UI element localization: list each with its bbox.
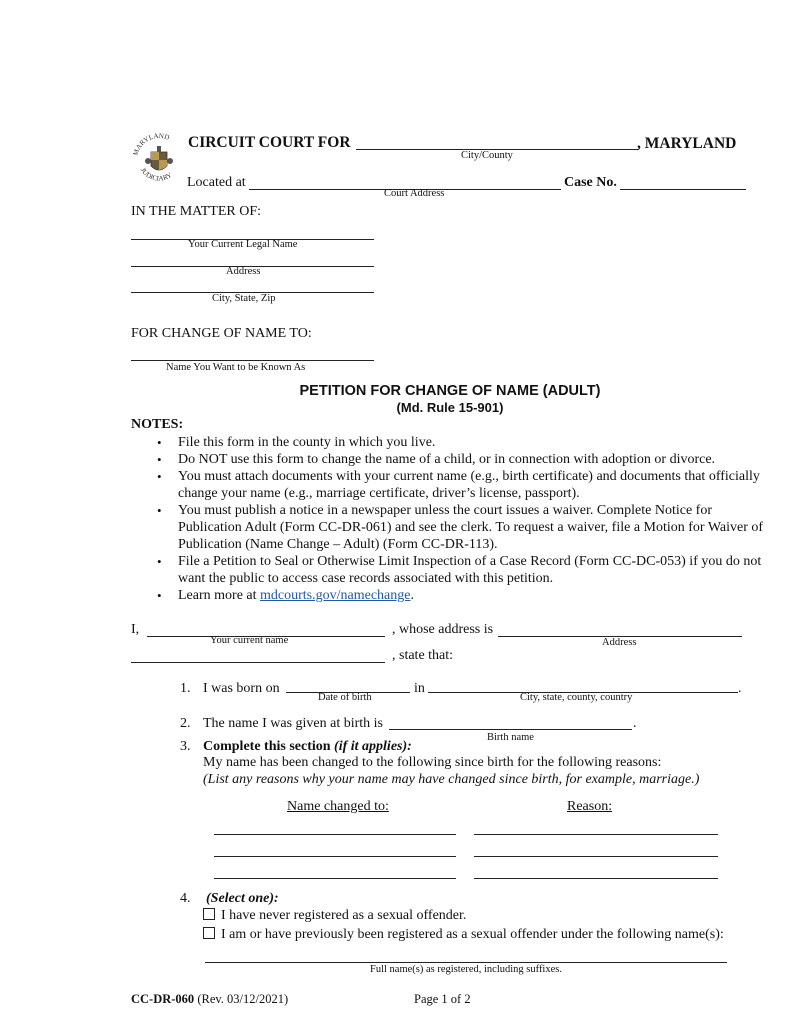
reason-field-3[interactable]	[474, 878, 718, 879]
registered-names-caption: Full name(s) as registered, including suffixes.	[370, 964, 562, 975]
state-that-label: , state that:	[392, 648, 454, 663]
i-label: I,	[131, 622, 140, 637]
maryland-judiciary-seal	[131, 130, 187, 192]
item4-number: 4.	[180, 891, 191, 906]
court-address-caption: Court Address	[384, 188, 445, 199]
name-changed-header: Name changed to:	[287, 799, 389, 814]
reason-field-2[interactable]	[474, 856, 718, 857]
note-item-learn-more	[130, 587, 770, 604]
name-changed-field-3[interactable]	[214, 878, 456, 879]
matter-heading: IN THE MATTER OF:	[131, 204, 262, 219]
city-state-zip-caption: City, State, Zip	[212, 293, 276, 304]
checkbox-registered[interactable]	[203, 927, 215, 939]
whose-address-label: , whose address is	[392, 622, 494, 637]
form-rule: (Md. Rule 15-901)	[396, 400, 504, 415]
new-name-field[interactable]	[131, 360, 374, 361]
item1-number: 1.	[180, 681, 191, 696]
birth-name-caption: Birth name	[487, 732, 534, 743]
note-item: • You must attach documents with your current name (e.g., birth certificate) and documents that officially change your name (e.g., marriage certificate, driver’s license, passport).	[130, 468, 770, 502]
item2-number: 2.	[180, 716, 191, 731]
form-title: PETITION FOR CHANGE OF NAME (ADULT)	[299, 383, 601, 399]
statement-name-caption: Your current name	[210, 635, 289, 646]
learn-more-suffix: .	[410, 588, 414, 603]
birth-name-field[interactable]	[389, 729, 632, 730]
name-changed-field-1[interactable]	[214, 834, 456, 835]
item4-label: (Select one):	[206, 891, 279, 906]
namechange-link[interactable]: mdcourts.gov/namechange	[260, 588, 411, 603]
name-changed-field-2[interactable]	[214, 856, 456, 857]
new-name-caption: Name You Want to be Known As	[166, 362, 306, 373]
notes-list	[130, 434, 770, 604]
state-label: , MARYLAND	[637, 135, 737, 152]
option-never-registered-label: I have never registered as a sexual offender.	[221, 908, 467, 923]
item3-italic: (if it applies):	[334, 739, 412, 754]
item2-period: .	[633, 716, 637, 731]
court-label: CIRCUIT COURT FOR	[188, 134, 351, 151]
item2-text: The name I was given at birth is	[203, 716, 384, 731]
statement-address-caption: Address	[602, 637, 637, 648]
current-legal-name-caption: Your Current Legal Name	[188, 239, 298, 250]
note-item: • File this form in the county in which you live.	[130, 434, 770, 451]
checkbox-never-registered[interactable]	[203, 908, 215, 920]
form-revision: (Rev. 03/12/2021)	[194, 992, 289, 1006]
date-of-birth-caption: Date of birth	[318, 692, 372, 703]
statement-address-line2-field[interactable]	[131, 662, 385, 663]
in-label: in	[414, 681, 425, 696]
notes-heading: NOTES:	[131, 417, 184, 432]
reason-header: Reason:	[567, 799, 613, 814]
item3-number: 3.	[180, 739, 191, 754]
change-to-heading: FOR CHANGE OF NAME TO:	[131, 326, 312, 341]
form-id	[131, 992, 288, 1007]
item3-bold: Complete this section	[203, 739, 335, 754]
note-item: • File a Petition to Seal or Otherwise Limit Inspection of a Case Record (Form CC-DC-053) if you do not want the public to access case records associated with this petition.	[130, 553, 770, 587]
located-at-label: Located at	[187, 175, 246, 190]
case-no-label: Case No.	[564, 175, 617, 190]
birth-place-caption: City, state, county, country	[520, 692, 633, 703]
item1-text: I was born on	[203, 681, 280, 696]
option-registered[interactable]	[203, 927, 724, 943]
item3-line1: My name has been changed to the following since birth for the following reasons:	[203, 755, 662, 770]
seal-bottom-text: JUDICIARY	[138, 166, 174, 183]
page-number: Page 1 of 2	[414, 992, 471, 1006]
city-county-caption: City/County	[461, 150, 513, 161]
option-registered-label: I am or have previously been registered as a sexual offender under the following name(s):	[221, 927, 724, 942]
registered-names-field[interactable]	[205, 962, 727, 963]
form-id-code: CC-DR-060	[131, 992, 195, 1006]
item3-heading	[203, 739, 412, 755]
matter-address-caption: Address	[226, 266, 261, 277]
item3-line2: (List any reasons why your name may have changed since birth, for example, marriage.)	[203, 772, 700, 787]
note-item: • You must publish a notice in a newspaper unless the court issues a waiver. Complete Notice for Publication Adult (Form CC-DR-061) and see the clerk. To request a waiver, file a Motion for Waiver of Publication (Name Change – Adult) (Form CC-DR-113).	[130, 502, 770, 553]
case-no-field[interactable]	[620, 189, 746, 190]
seal-top-text: MARYLAND	[131, 131, 171, 157]
option-never-registered[interactable]	[203, 908, 466, 924]
item1-period: .	[738, 681, 742, 696]
note-item: • Do NOT use this form to change the name of a child, or in connection with adoption or divorce.	[130, 451, 770, 468]
reason-field-1[interactable]	[474, 834, 718, 835]
learn-more-prefix: Learn more at	[178, 588, 261, 603]
